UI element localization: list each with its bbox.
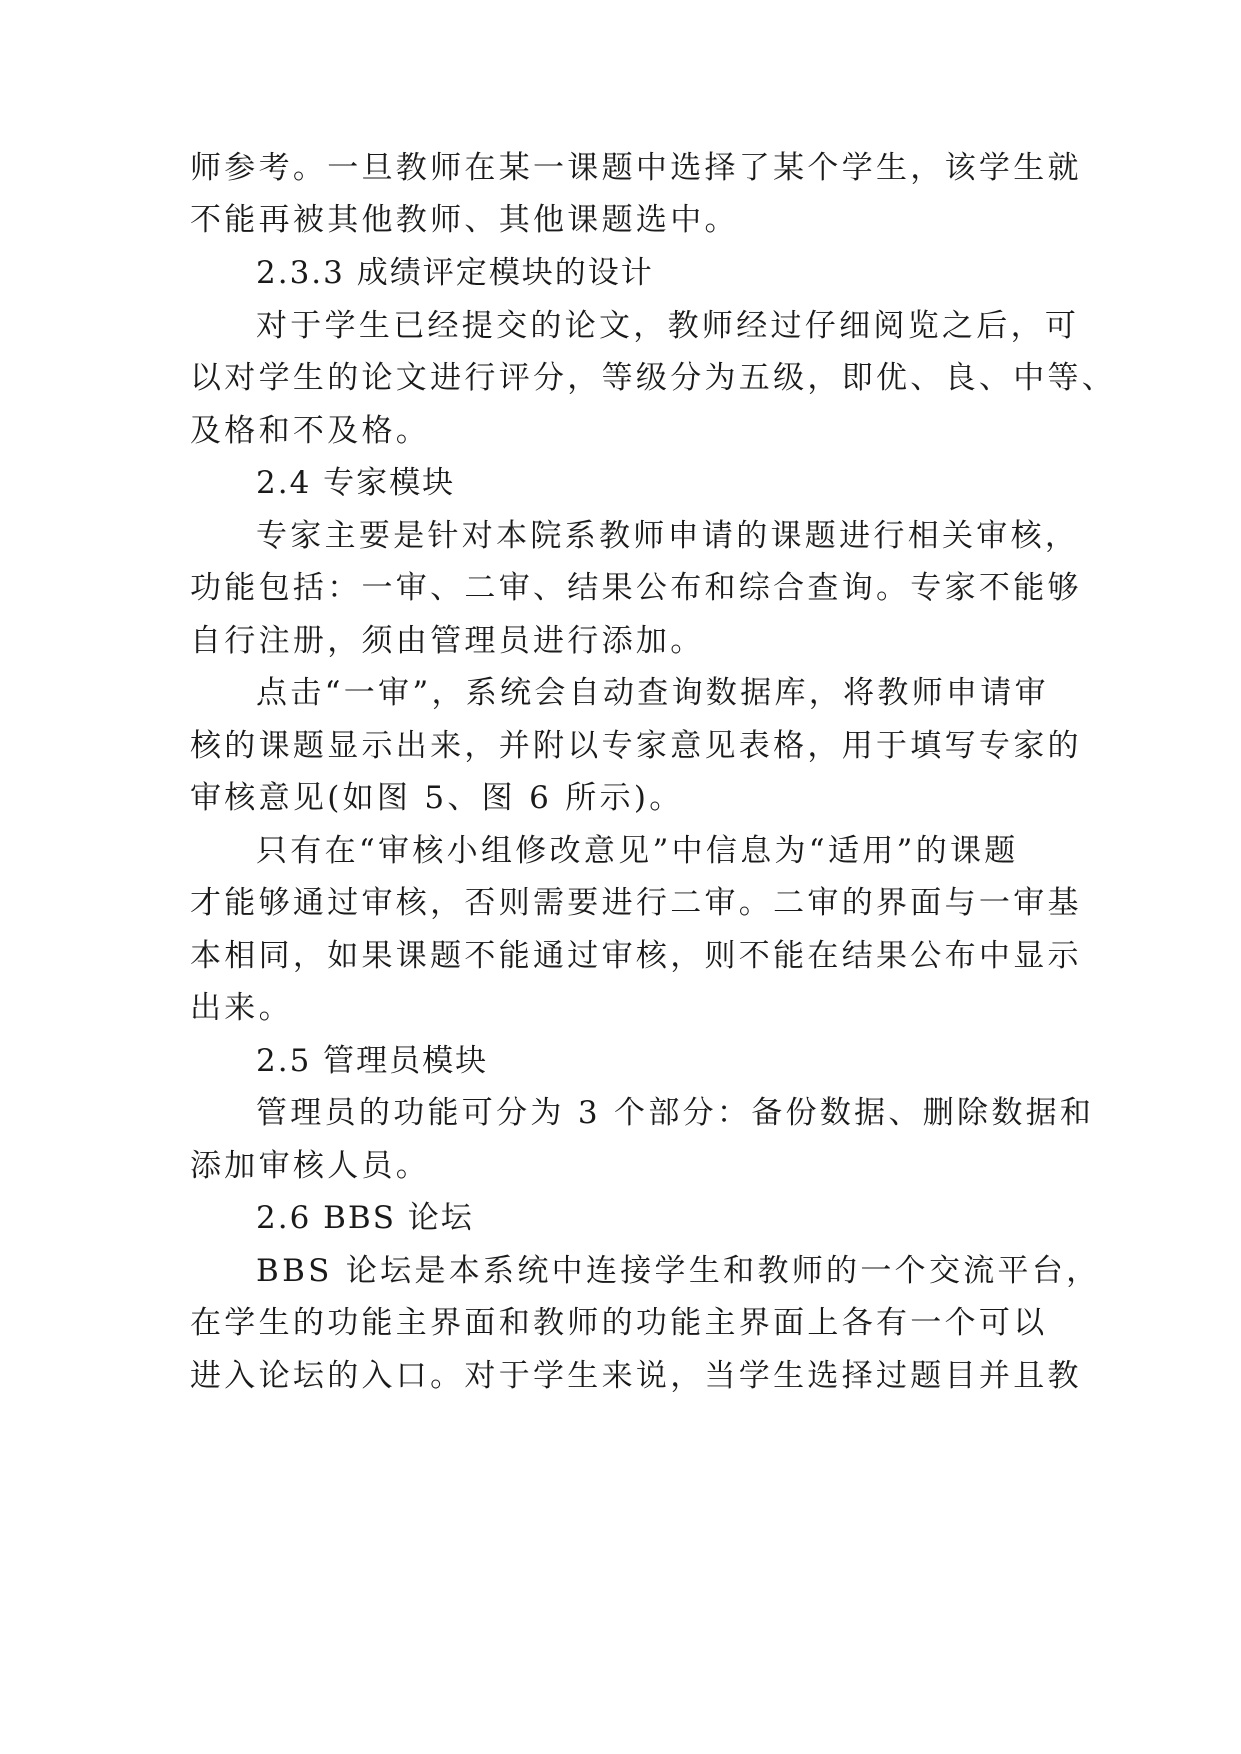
body-text-line: 以对学生的论文进行评分，等级分为五级，即优、良、中等、 <box>190 360 1117 396</box>
body-text-line: 添加审核人员。 <box>190 1148 431 1184</box>
paragraph-first-line: 点击“一审”，系统会自动查询数据库，将教师申请审 <box>256 675 1049 711</box>
body-text-line: 核的课题显示出来，并附以专家意见表格，用于填写专家的 <box>190 728 1082 764</box>
paragraph-first-line: 只有在“审核小组修改意见”中信息为“适用”的课题 <box>256 833 1019 869</box>
body-text-line: 本相同，如果课题不能通过审核，则不能在结果公布中显示 <box>190 938 1082 974</box>
body-text-line: 进入论坛的入口。对于学生来说，当学生选择过题目并且教 <box>190 1358 1082 1394</box>
body-text-line: 才能够通过审核，否则需要进行二审。二审的界面与一审基 <box>190 885 1082 921</box>
section-heading: 2.4 专家模块 <box>256 465 456 501</box>
body-text-line: 出来。 <box>190 990 293 1026</box>
section-heading: 2.5 管理员模块 <box>256 1043 489 1079</box>
body-text-line: 师参考。一旦教师在某一课题中选择了某个学生，该学生就 <box>190 150 1082 186</box>
paragraph-first-line: 管理员的功能可分为 3 个部分：备份数据、删除数据和 <box>256 1095 1095 1131</box>
body-text-line: 不能再被其他教师、其他课题选中。 <box>190 202 739 238</box>
body-text-line: 及格和不及格。 <box>190 413 431 449</box>
paragraph-first-line: 对于学生已经提交的论文，教师经过仔细阅览之后，可 <box>256 308 1080 344</box>
body-text-line: 在学生的功能主界面和教师的功能主界面上各有一个可以 <box>190 1305 1048 1341</box>
paragraph-first-line: 专家主要是针对本院系教师申请的课题进行相关审核， <box>256 518 1080 554</box>
paragraph-first-line: BBS 论坛是本系统中连接学生和教师的一个交流平台， <box>256 1253 1101 1289</box>
section-heading: 2.3.3 成绩评定模块的设计 <box>256 255 654 291</box>
body-text-line: 审核意见(如图 5、图 6 所示)。 <box>190 780 684 816</box>
body-text-line: 自行注册，须由管理员进行添加。 <box>190 623 705 659</box>
section-heading: 2.6 BBS 论坛 <box>256 1200 474 1236</box>
body-text-line: 功能包括：一审、二审、结果公布和综合查询。专家不能够 <box>190 570 1082 606</box>
